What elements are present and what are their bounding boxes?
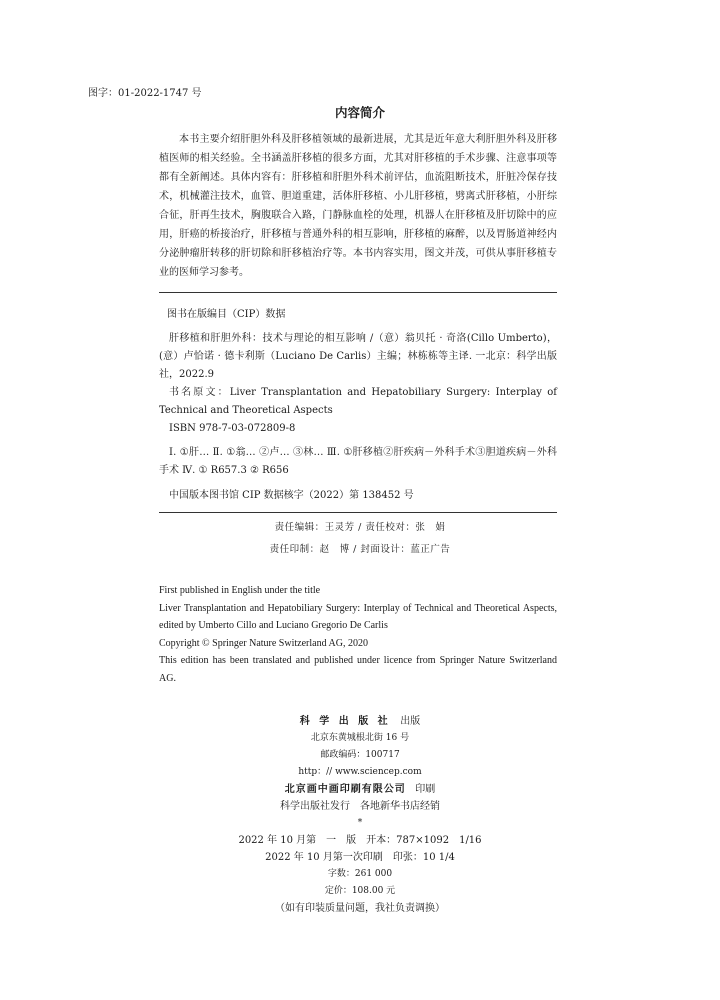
- cip-block: [159, 330, 557, 505]
- cip-heading: 图书在版编目（CIP）数据: [167, 309, 286, 320]
- edition-info: 2022 年 10 月第 一 版 开本：787×1092 1/16: [238, 835, 482, 846]
- summary-paragraph: 本书主要介绍肝胆外科及肝移植领域的最新进展，尤其是近年意大利肝胆外科及肝移植医师的相关经验。全书涵盖肝移植的很多方面，尤其对肝移植的手术步骤、注意事项等都有全新阐述。具体内容有：肝移植和肝胆外科术前评估，血流阻断技术，肝脏冷保存技术，机械灌注技术，血管、胆道重建，活体肝移植、小儿肝移植，劈离式肝移植，小肝综合征，肝再生技术，胸腹联合入路，门静脉血栓的处理，机器人在肝移植及肝切除中的应用，肝癌的桥接治疗，肝移植与普通外科的相互影响，肝移植的麻醉，以及胃肠道神经内分泌肿瘤肝转移的肝切除和肝移植治疗等。本书内容实用，图文并茂，可供从事肝移植专业的医师学习参考。: [159, 134, 557, 278]
- divider-bottom: [159, 512, 557, 513]
- content-summary: [159, 130, 557, 282]
- section-title: 内容简介: [334, 105, 385, 120]
- english-line-4: This edition has been translated and published under licence from Springer Nature Switzerland AG.: [159, 655, 557, 684]
- price: 定价：108.00 元: [324, 886, 396, 896]
- publisher-action: 出版: [400, 716, 421, 727]
- quality-notice: （如有印装质量问题，我社负责调换）: [275, 903, 445, 914]
- cip-original-title: 书名原文：Liver Transplantation and Hepatobiliary Surgery: Interplay of Technical and Theoretical Aspects: [159, 387, 557, 416]
- english-line-2: Liver Transplantation and Hepatobiliary Surgery: Interplay of Technical and Theoretical Aspects, edited by Umberto Cillo and Luciano Gregorio De Carlis: [159, 602, 557, 631]
- publisher-name: 科 学 出 版 社: [299, 716, 391, 727]
- word-count: 字数：261 000: [327, 869, 393, 879]
- publisher-line: [0, 713, 720, 730]
- staff-credits: [0, 517, 720, 561]
- printer-line: [0, 781, 720, 798]
- english-line-3: Copyright © Springer Nature Switzerland AG, 2020: [159, 637, 368, 649]
- cip-isbn: ISBN 978-7-03-072809-8: [169, 423, 296, 434]
- cip-library-number: 中国版本图书馆 CIP 数据核字（2022）第 138452 号: [169, 490, 414, 501]
- cip-subjects: Ⅰ. ①肝… Ⅱ. ①翁… ②卢… ③林… Ⅲ. ①肝移植②肝疾病－外科手术③胆道疾病－外科手术 Ⅳ. ① R657.3 ② R656: [159, 447, 557, 476]
- divider-top: [159, 292, 557, 293]
- english-line-1: First published in English under the title: [159, 585, 321, 596]
- publisher-website: http：// www.sciencep.com: [298, 767, 422, 777]
- printing-info: 2022 年 10 月第一次印刷 印张：10 1/4: [265, 852, 455, 863]
- publisher-postcode: 邮政编码：100717: [320, 750, 400, 760]
- printer-action: 印刷: [415, 784, 436, 795]
- distribution: 科学出版社发行 各地新华书店经销: [280, 801, 440, 812]
- publisher-address: 北京东黄城根北街 16 号: [310, 733, 410, 743]
- editor-line: 责任编辑：王灵芳 / 责任校对：张 娟: [274, 522, 446, 533]
- publisher-info: [0, 713, 720, 917]
- copyright-registration: 图字：01-2022-1747 号: [88, 88, 202, 99]
- printer-name: 北京画中画印刷有限公司: [284, 784, 406, 795]
- english-notice: [159, 582, 557, 687]
- cip-entry: 肝移植和肝胆外科：技术与理论的相互影响 /（意）翁贝托 · 奇洛(Cillo Umberto)，(意）卢恰诺 · 德卡利斯（Luciano De Carlis）主编；林栋栋等主译. 一北京：科学出版社，2022.9: [159, 333, 557, 380]
- printing-line: 责任印制：赵 博 / 封面设计：蓝正广告: [269, 544, 451, 555]
- separator-star: *: [357, 818, 363, 828]
